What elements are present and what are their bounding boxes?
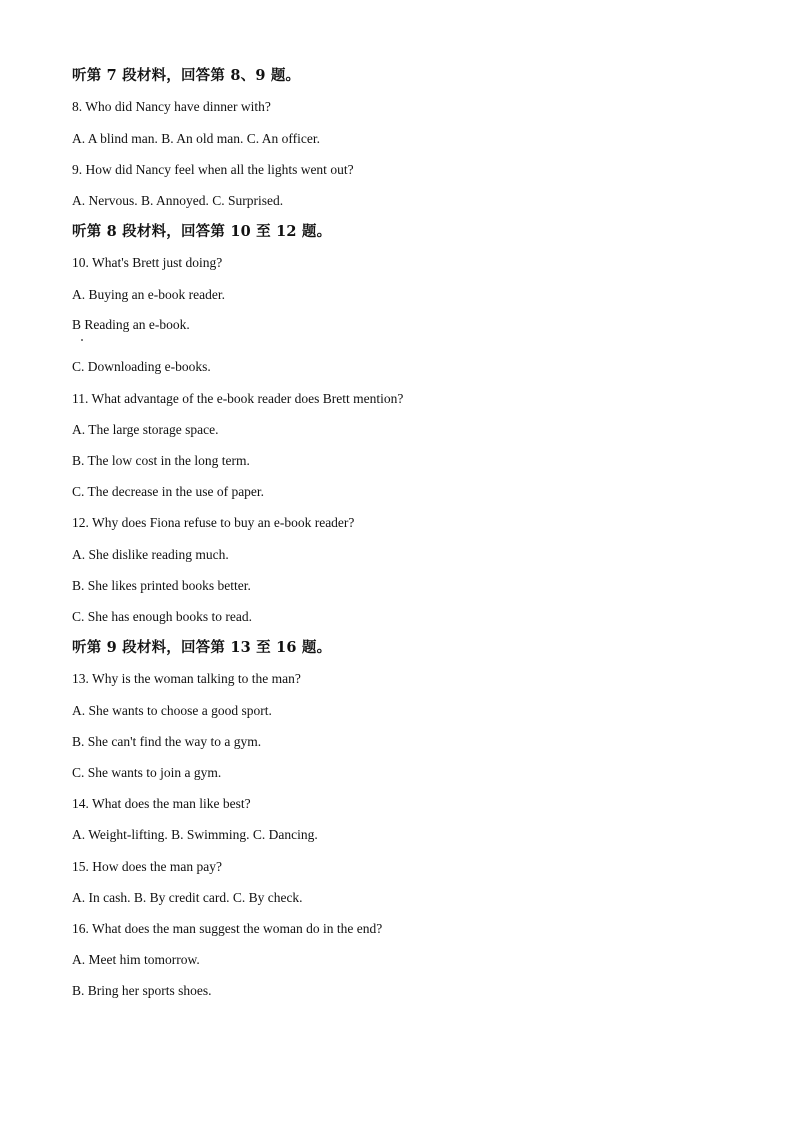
section-heading-7: 听第 7 段材料，回答第 8、9 题。 — [72, 67, 301, 84]
options-15: A. In cash. B. By credit card. C. By check. — [72, 890, 303, 905]
option-16-a: A. Meet him tomorrow. — [72, 952, 200, 967]
option-10-a: A. Buying an e-book reader. — [72, 287, 225, 302]
option-10-b: B Reading an e-book. — [72, 317, 190, 332]
option-11-c: C. The decrease in the use of paper. — [72, 484, 265, 499]
option-12-a: A. She dislike reading much. — [72, 547, 229, 562]
options-14: A. Weight-lifting. B. Swimming. C. Dancing. — [72, 827, 318, 842]
options-8: A. A blind man. B. An old man. C. An officer. — [72, 131, 320, 146]
option-11-a: A. The large storage space. — [72, 422, 219, 437]
option-13-a: A. She wants to choose a good sport. — [72, 703, 272, 718]
question-9: 9. How did Nancy feel when all the lights went out? — [72, 162, 354, 177]
option-11-b: B. The low cost in the long term. — [72, 453, 250, 468]
question-12: 12. Why does Fiona refuse to buy an e-book reader? — [72, 515, 355, 530]
question-11: 11. What advantage of the e-book reader does Brett mention? — [72, 391, 404, 406]
option-12-b: B. She likes printed books better. — [72, 578, 251, 593]
options-9: A. Nervous. B. Annoyed. C. Surprised. — [72, 193, 284, 208]
section-heading-9: 听第 9 段材料，回答第 13 至 16 题。 — [72, 639, 332, 656]
question-16: 16. What does the man suggest the woman do in the end? — [72, 921, 383, 936]
stray-dot-mark — [81, 339, 83, 341]
question-14: 14. What does the man like best? — [72, 796, 251, 811]
section-heading-8: 听第 8 段材料，回答第 10 至 12 题。 — [72, 223, 332, 240]
question-8: 8. Who did Nancy have dinner with? — [72, 99, 271, 114]
option-13-c: C. She wants to join a gym. — [72, 765, 222, 780]
question-10: 10. What's Brett just doing? — [72, 255, 223, 270]
option-12-c: C. She has enough books to read. — [72, 609, 252, 624]
question-13: 13. Why is the woman talking to the man? — [72, 671, 301, 686]
option-10-c: C. Downloading e-books. — [72, 359, 211, 374]
question-15: 15. How does the man pay? — [72, 859, 222, 874]
option-13-b: B. She can't find the way to a gym. — [72, 734, 262, 749]
option-16-b: B. Bring her sports shoes. — [72, 983, 212, 998]
